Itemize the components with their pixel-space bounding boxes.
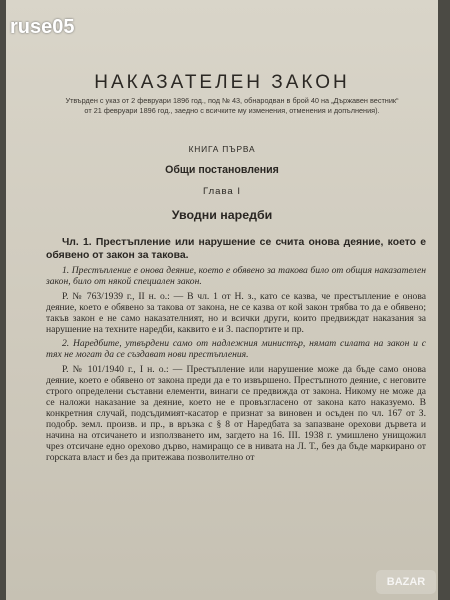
- note-paragraph: Р. № 101/1940 г., I н. о.: — Престъпление или нарушение може да бъде само онова деяние, което е обявено от закона преди да е то извършено. Престъпното деяние, с неговите строго определени съставни елементи, винаги се предвижда от закона. Никому не може да се наложи наказание за деяние, което не е провъзгласено от закона като наказуемо. В конкретния случай, подсъдимият-касатор е признат за виновен и осъден по чл. 167 от З. подобр. земл. произв. и пр., в връзка с § 8 от Наредбата за запазване орехови дървета и начина на отсичането и използването им, загдето на 16. III. 1938 г. умишлено унищожил чрез отсичане едно орехово дърво, намиращо се в нивата на Л. Т., без да бъде маркирано от горската власт и без да притежава позволително от: [46, 364, 426, 463]
- watermark-bottom: BAZAR: [376, 570, 436, 594]
- book-heading: КНИГА ПЪРВА: [188, 144, 256, 154]
- law-subtitle: Утвърден с указ от 2 февруари 1896 год., под № 43, обнародван в брой 40 на „Държавен вестник“ от 21 февруари 1896 год., заедно с всичките му изменения, отменения и допълнения).: [65, 96, 399, 115]
- article-1: Чл. 1. Престъпление или нарушение се счита онова деяние, което е обявено от закон за такова.: [46, 237, 426, 261]
- book-page: [6, 0, 438, 600]
- general-provisions-heading: Общи постановления: [165, 164, 279, 176]
- chapter-heading: Глава I: [203, 186, 241, 197]
- note-paragraph: Р. № 763/1939 г., II н. о.: — В чл. 1 от Н. з., като се казва, че престъпление е онова деяние, което е обявено за такова от закона, не се казва от кой закон трябва то да е обявено; такъв закон е не само наказателният, но и всички други, които предвиждат наказания за нарушение на техните наредби, каквито е и З. паспортите и пр.: [46, 290, 426, 335]
- note-paragraph: 2. Наредбите, утвърдени само от надлежния министър, нямат силата на закон и с тях не могат да се създават нови престъпления.: [46, 338, 426, 361]
- note-paragraph: 1. Престъпление е онова деяние, което е обявено за такова било от общия наказателен закон, било от някой специален закон.: [46, 265, 426, 287]
- intro-provisions-heading: Уводни наредби: [171, 208, 273, 222]
- watermark-top: ruse05: [10, 16, 75, 38]
- law-title: НАКАЗАТЕЛЕН ЗАКОН: [94, 72, 350, 93]
- article-notes: [46, 266, 426, 467]
